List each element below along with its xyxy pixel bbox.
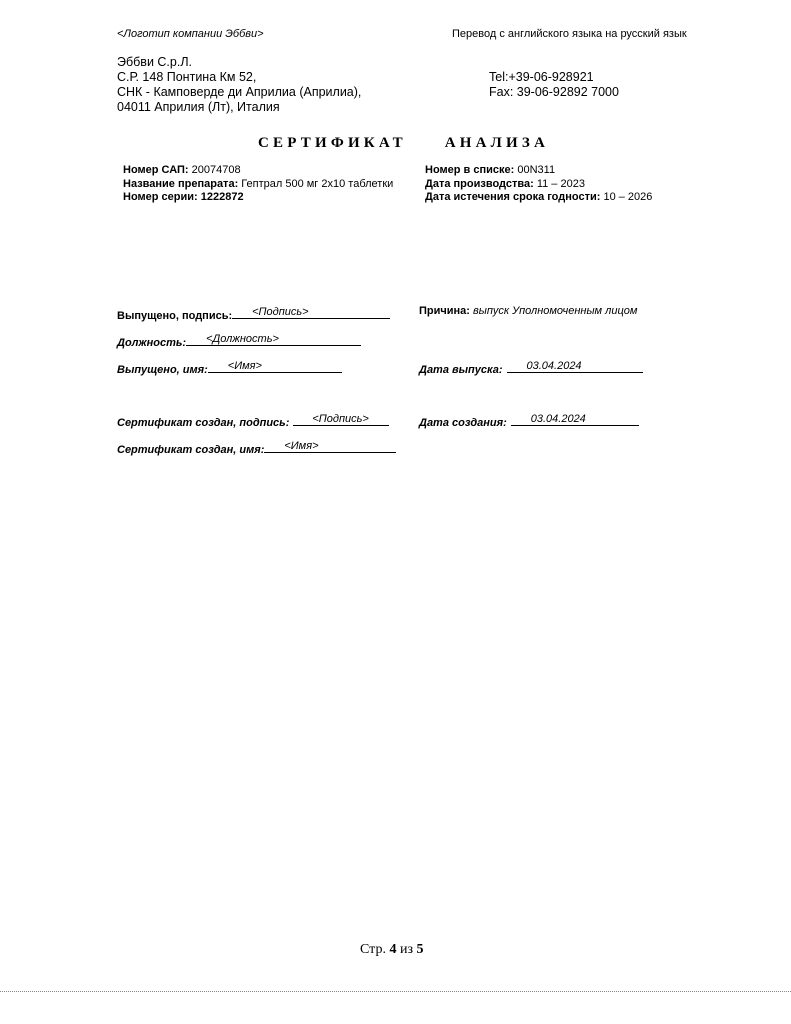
page-current: 4 [389,942,397,957]
created-signature-value: <Подпись> [312,413,369,425]
batch-number-row [123,191,393,205]
batch-number-value: 1222872 [197,191,244,203]
reason-label: Причина: [419,305,470,317]
company-contacts [489,70,619,100]
position-row [117,332,361,349]
released-signature-value: <Подпись> [252,306,309,318]
created-signature-field[interactable] [293,412,389,426]
batch-number-label: Номер серии: [123,191,198,203]
position-value: <Должность> [206,333,279,345]
released-name-field[interactable] [208,359,342,373]
product-name-row [123,178,393,192]
page-total: 5 [416,942,424,957]
created-name-row [117,439,396,456]
expiry-date-label: Дата истечения срока годности: [425,191,601,203]
list-number-label: Номер в списке: [425,164,515,176]
page-prefix: Стр. [360,942,390,957]
title-word-1: СЕРТИФИКАТ [258,135,407,151]
created-signature-label: Сертификат создан, подпись: [117,417,290,429]
translation-note: Перевод с английского языка на русский язык [452,28,687,40]
address-line-2: СНК - Камповерде ди Априлиа (Априлиа), [117,85,362,99]
released-name-value: <Имя> [227,360,262,372]
release-date-value: 03.04.2024 [526,360,582,372]
company-fax: Fax: 39-06-92892 7000 [489,85,619,99]
released-signature-field[interactable] [232,305,390,319]
created-date-label: Дата создания: [419,417,507,429]
list-number-row [425,164,652,178]
created-name-value: <Имя> [284,440,319,452]
created-date-row [419,412,639,429]
created-date-field[interactable] [511,412,639,426]
product-name-label: Название препарата: [123,177,239,190]
created-name-label: Сертификат создан, имя: [117,444,265,456]
company-tel: Tel:+39-06-928921 [489,70,594,84]
released-name-row [117,359,342,376]
manufacture-date-value: 11 – 2023 [533,177,585,190]
position-label: Должность: [117,337,187,349]
release-date-field[interactable] [507,359,643,373]
product-info-left [123,164,393,205]
page-break-divider [0,991,791,992]
list-number-value: 00N311 [514,164,556,176]
reason-value: выпуск Уполномоченным лицом [469,305,638,317]
product-info-right [425,164,652,205]
reason-row [419,305,637,317]
manufacture-date-label: Дата производства: [425,177,534,190]
manufacture-date-row [425,178,652,192]
created-name-field[interactable] [264,439,396,453]
position-field[interactable] [186,332,361,346]
created-signature-row [117,412,389,429]
release-date-row [419,359,643,376]
expiry-date-value: 10 – 2026 [600,191,653,203]
company-address [117,55,361,115]
sap-number-label: Номер САП: [123,164,189,176]
created-date-value: 03.04.2024 [530,413,586,425]
page-number [360,942,423,958]
released-name-label: Выпущено, имя: [117,364,208,376]
release-date-label: Дата выпуска: [419,364,503,376]
sap-number-row [123,164,393,178]
released-signature-label: Выпущено, подпись: [117,310,233,322]
address-line-3: 04011 Априлия (Лт), Италия [117,100,280,114]
expiry-date-row [425,191,652,205]
page-mid: из [396,942,417,957]
logo-placeholder: <Логотип компании Эббви> [117,28,264,40]
product-name-value: Гептрал 500 мг 2х10 таблетки [238,177,394,190]
address-line-1: С.Р. 148 Понтина Км 52, [117,70,257,84]
page-title [258,135,549,152]
released-signature-row [117,305,390,322]
sap-number-value: 20074708 [188,164,241,176]
title-word-2: АНАЛИЗА [444,135,550,151]
company-name: Эббви С.р.Л. [117,55,192,69]
